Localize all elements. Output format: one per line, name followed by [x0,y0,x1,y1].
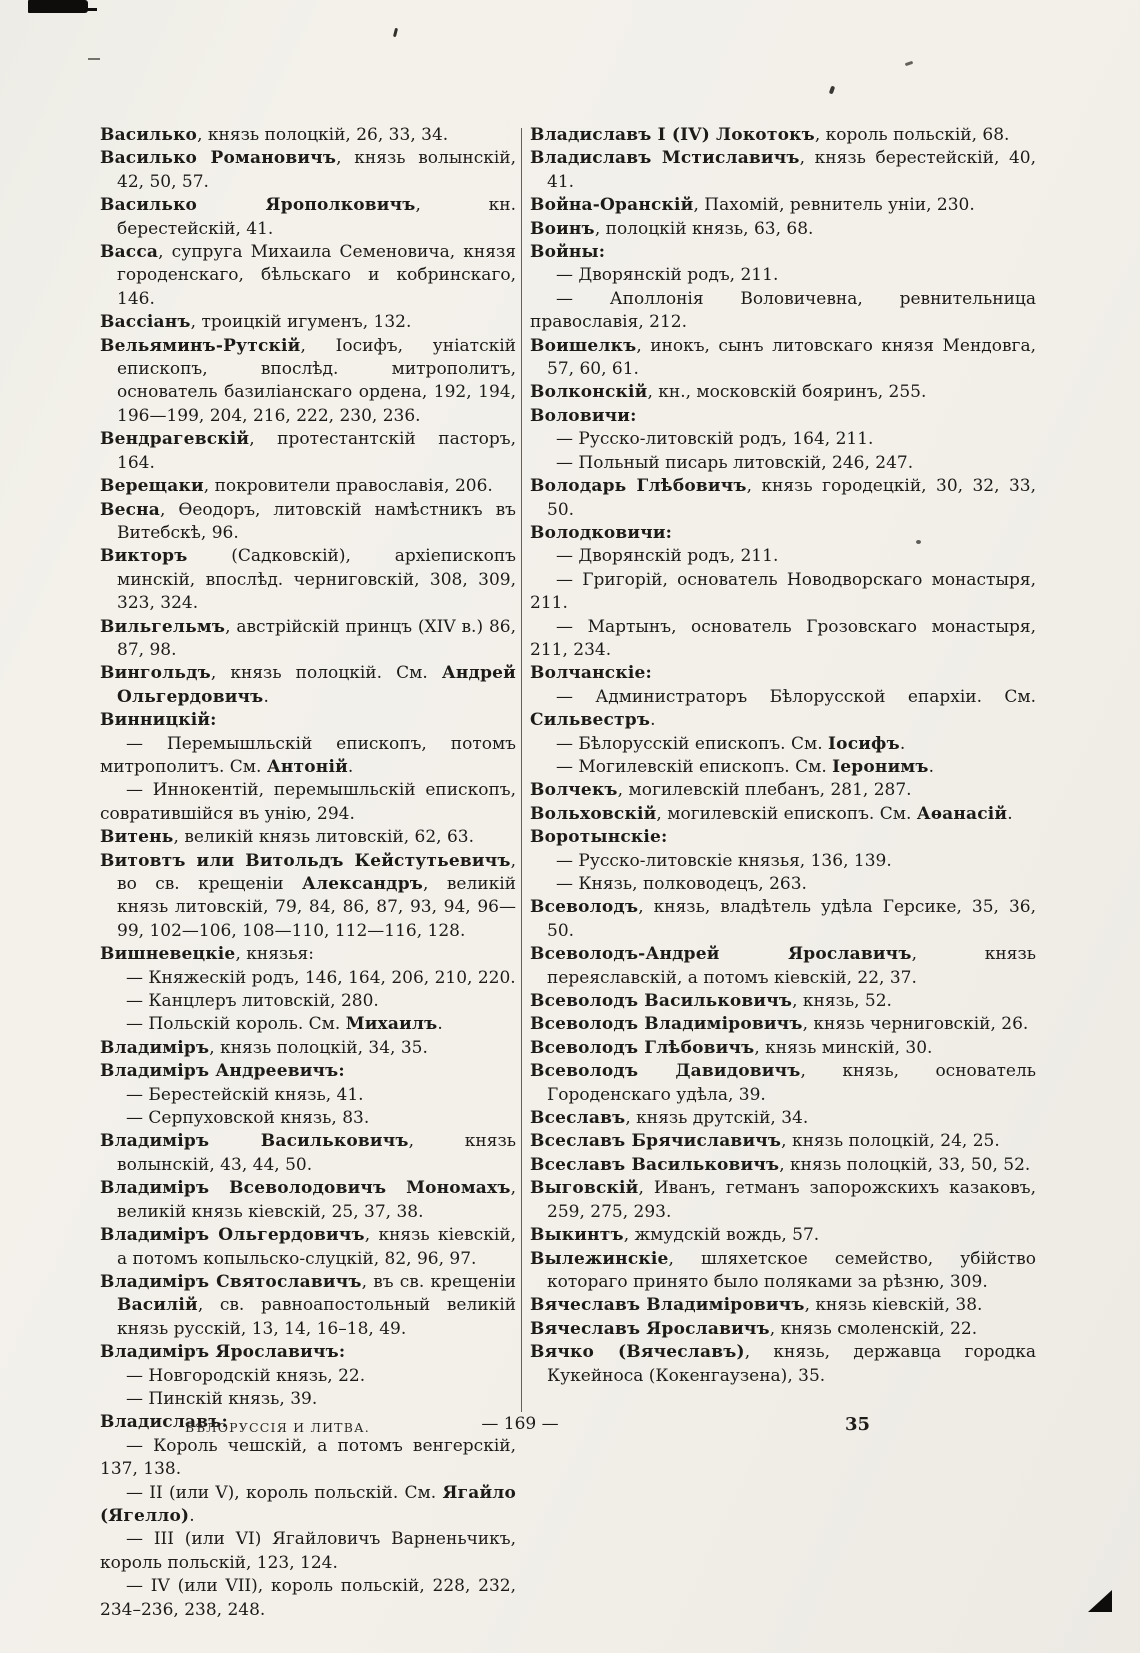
index-entry [100,1177,516,1224]
entry-text: . [899,733,906,754]
index-entry [530,1060,1036,1107]
entry-headword: Василій [117,1295,198,1316]
entry-headword: Володарь Глѣбовичъ [530,476,747,497]
index-subentry [530,616,1036,663]
entry-headword: Вассіанъ [100,312,191,333]
index-entry [530,1341,1036,1388]
index-entry [100,241,516,311]
index-subentry [530,264,1036,287]
entry-text: , протестантскій пасторъ, 164. [117,429,516,473]
entry-headword: Всеволодъ-Андрей Ярославичъ [530,944,912,965]
entry-headword: Весна [100,499,160,520]
index-subentry [100,990,516,1013]
index-entry [530,1224,1036,1247]
entry-text: — Пинскій князь, 39. [126,1388,318,1409]
index-subentry [530,873,1036,896]
entry-headword: Винницкій: [100,710,217,731]
entry-text: , кн. берестейскій, 41. [117,195,516,239]
scan-artifact-top-left-smudge [28,0,88,13]
entry-headword: Владиславъ: [100,1412,228,1433]
index-entry [530,218,1036,241]
entry-headword: Владиміръ Андреевичъ: [100,1061,345,1082]
index-entry [100,850,516,944]
index-entry [530,896,1036,943]
index-entry [530,943,1036,990]
entry-text: . [263,686,269,707]
entry-headword: Воишелкъ [530,335,637,356]
entry-headword: Всеславъ [530,1108,626,1129]
entry-text: , во св. крещеніи [117,850,516,894]
index-subentry [100,779,516,826]
entry-text: , князья: [235,944,314,965]
entry-text: , князь, основатель Городенскаго удѣла, 39. [547,1061,1036,1105]
entry-text: , князь переяславскій, а потомъ кіевскій, 22, 37. [547,944,1036,988]
index-entry [100,147,516,194]
entry-headword: Всеславъ Брячиславичъ [530,1131,782,1152]
index-entry [530,405,1036,428]
index-subentry [530,452,1036,475]
index-subentry [100,1013,516,1036]
entry-text: , Пахомій, ревнитель уніи, 230. [693,195,975,216]
entry-headword: Владиміръ Всеволодовичъ Мономахъ [100,1178,511,1199]
column-divider-rule [521,128,522,1412]
entry-text: . [347,756,354,777]
index-entry [530,241,1036,264]
entry-headword: Владиміръ [100,1037,210,1058]
index-entry [530,1177,1036,1224]
entry-text: — Польный писарь литовскій, 246, 247. [556,452,914,473]
entry-text: , князь черниговскій, 26. [802,1014,1029,1035]
index-entry [100,1341,516,1364]
entry-headword: Владиміръ Святославичъ [100,1271,362,1292]
index-column-right [530,124,1036,1388]
index-entry [100,499,516,546]
entry-headword: Васса [100,242,159,263]
entry-headword: Вингольдъ [100,663,211,684]
index-entry [100,943,516,966]
index-subentry [530,850,1036,873]
index-entry [100,616,516,663]
entry-text: , инокъ, сынъ литовскаго князя Мендовга, 57, 60, 61. [547,335,1036,380]
index-subentry [100,733,516,780]
entry-text: , король польскій, 68. [814,125,1010,145]
index-subentry [530,686,1036,733]
entry-text: — IV (или VII), король польскій, 228, 232, 234–236, 238, 248. [100,1576,516,1620]
index-entry [530,1248,1036,1295]
entry-headword: Воинъ [530,218,595,239]
index-subentry [100,1107,516,1130]
index-entry [100,826,516,849]
scan-artifact-corner-fold [1088,1590,1112,1612]
entry-text: — Могилевскій епископъ. См. [556,756,833,777]
index-entry [530,990,1036,1013]
entry-headword: Володковичи: [530,522,673,543]
entry-headword: Іосифъ [828,733,900,754]
entry-text: , троицкій игуменъ, 132. [190,312,412,333]
entry-text: — Перемышльскій епископъ, потомъ митрополитъ. См. [100,733,516,777]
entry-text: — Русско-литовскіе князья, 136, 139. [556,850,892,871]
entry-text: , князь, державца городка Кукейноса (Кокенгаузена), 35. [547,1342,1036,1386]
entry-headword: Всеславъ Васильковичъ [530,1154,780,1175]
index-subentry [100,1528,516,1575]
scan-artifact-speck-top [393,28,398,37]
entry-text: , князь полоцкій, 26, 33, 34. [197,125,449,145]
entry-headword: Василько Ярополковичъ [100,195,416,216]
entry-text: , князь кіевскій, 38. [804,1295,983,1316]
entry-text: , князь волынскій, 43, 44, 50. [117,1131,516,1175]
entry-text: , супруга Михаила Семеновича, князя городенскаго, бѣльскаго и кобринскаго, 146. [117,242,516,309]
index-entry [530,522,1036,545]
entry-headword: Ягайло (Ягелло) [100,1482,516,1526]
entry-headword: Аѳанасій [916,803,1008,824]
entry-headword: Вильгельмъ [100,616,226,637]
entry-text: , Іосифъ, уніатскій епископъ, впослѣд. митрополитъ, основатель базиліанскаго ордена, 192, 194, 196—199, 204, 216, 222, 230, 236. [117,335,516,426]
entry-headword: Верещаки [100,476,204,497]
entry-text: , князь полоцкій. См. [210,663,442,684]
index-entry [530,194,1036,217]
entry-headword: Владиміръ Васильковичъ [100,1131,409,1152]
entry-text: — II (или V), король польскій. См. [126,1482,443,1503]
entry-text: — Аполлонія Воловичевна, ревнительница православія, 212. [530,288,1036,333]
entry-headword: Андрей Ольгердовичъ [117,663,516,707]
entry-headword: Выкинтъ [530,1225,624,1246]
index-subentry [100,1482,516,1529]
entry-headword: Михаилъ [345,1014,438,1035]
index-entry [100,428,516,475]
entry-headword: Витовтъ или Витольдъ Кейстутьевичъ [100,850,511,871]
entry-headword: Владиміръ Ольгердовичъ [100,1225,365,1246]
entry-headword: Вячко (Вячеславъ) [530,1342,745,1363]
index-entry [530,826,1036,849]
entry-text: — Мартынъ, основатель Грозовскаго монастыря, 211, 234. [530,616,1036,660]
entry-text: , Ѳеодоръ, литовскій намѣстникъ въ Витебскѣ, 96. [117,499,516,543]
entry-text: , князь минскій, 30. [754,1037,933,1058]
entry-text: , великій князь кіевскій, 25, 37, 38. [117,1178,516,1222]
index-subentry [100,1435,516,1482]
entry-headword: Василько [100,125,198,145]
index-entry [530,1154,1036,1177]
entry-text: , князь кіевскій, а потомъ копыльско-слуцкій, 82, 96, 97. [117,1225,516,1269]
index-column-left [100,124,516,1622]
scan-artifact-tick [905,61,914,66]
scan-artifact-dash [88,58,100,60]
entry-headword: Всеволодъ Васильковичъ [530,991,793,1012]
signature-number: 35 [845,1414,871,1435]
entry-headword: Войны: [530,242,606,263]
index-entry [530,803,1036,826]
entry-text: . [650,710,656,731]
entry-headword: Владиславъ Мстиславичъ [530,148,800,169]
index-entry [100,335,516,429]
entry-text: — Дворянскій родъ, 211. [556,546,779,567]
entry-text: — Русско-литовскій родъ, 164, 211. [556,429,874,450]
entry-text: , жмудскій вождь, 57. [623,1225,820,1246]
entry-text: — Канцлеръ литовскій, 280. [126,991,379,1012]
entry-text: — Король чешскій, а потомъ венгерскій, 137, 138. [100,1435,516,1480]
index-entry [530,147,1036,194]
entry-headword: Всеволодъ [530,897,639,918]
entry-headword: Сильвестръ [530,710,651,731]
index-entry [100,1130,516,1177]
index-entry [530,1107,1036,1130]
index-entry [530,1130,1036,1153]
entry-text: , князь полоцкій, 33, 50, 52. [779,1154,1031,1175]
entry-headword: Іеронимъ [832,756,929,777]
entry-text: , могилевскій епископъ. См. [656,803,917,824]
index-subentry [530,569,1036,616]
entry-headword: Воловичи: [530,405,637,426]
index-entry [530,1037,1036,1060]
entry-headword: Всеволодъ Глѣбовичъ [530,1037,755,1058]
index-entry [100,194,516,241]
entry-headword: Василько Романовичъ [100,148,337,169]
entry-text: (Садковскій), архіепископъ минскій, впослѣд. черниговскій, 308, 309, 323, 324. [117,546,516,614]
index-entry [530,381,1036,404]
entry-text: — Иннокентій, перемышльскій епископъ, совратившійся въ унію, 294. [100,780,516,824]
index-subentry [530,428,1036,451]
entry-text: , князь друтскій, 34. [625,1108,809,1129]
entry-headword: Всеволодъ Давидовичъ [530,1061,801,1082]
index-subentry [100,1575,516,1622]
index-entry [530,1318,1036,1341]
entry-headword: Александръ [302,874,424,894]
entry-text: , св. равноапостольный великій князь русскій, 13, 14, 16–18, 49. [117,1295,516,1339]
entry-text: , князь волынскій, 42, 50, 57. [117,148,517,192]
entry-headword: Антоній [266,756,348,777]
index-entry [100,662,516,709]
entry-text: , полоцкій князь, 63, 68. [594,218,814,239]
entry-text: — Новгородскій князь, 22. [126,1365,366,1386]
entry-headword: Волчекъ [530,780,618,801]
entry-text: — Бѣлорусскій епископъ. См. [556,733,828,754]
entry-headword: Витень [100,827,174,848]
entry-text: . [1007,803,1013,824]
entry-text: . [189,1505,195,1526]
entry-text: , князь, 52. [792,991,892,1012]
entry-text: , Иванъ, гетманъ запорожскихъ казаковъ, 259, 275, 293. [547,1178,1036,1222]
entry-text: , великій князь литовскій, 79, 84, 86, 87, 93, 94, 96—99, 102—106, 108—110, 112—116, 128. [117,874,517,941]
entry-text: , покровители православія, 206. [203,476,493,497]
index-entry [100,1271,516,1341]
entry-headword: Вячеславъ Ярославичъ [530,1318,770,1339]
entry-text: , въ св. крещеніи [361,1271,517,1292]
entry-headword: Воротынскіе: [530,827,668,848]
entry-headword: Вячеславъ Владиміровичъ [530,1295,805,1316]
entry-text: — Княжескій родъ, 146, 164, 206, 210, 220. [126,967,516,988]
index-subentry [100,1084,516,1107]
index-entry [530,1013,1036,1036]
entry-text: — Григорій, основатель Новодворскаго монастыря, 211. [530,569,1036,614]
index-entry [100,124,516,147]
index-entry [530,475,1036,522]
entry-text: , князь смоленскій, 22. [769,1318,978,1339]
index-entry [100,545,516,615]
entry-headword: Вельяминъ-Рутскій [100,335,301,356]
index-entry [530,1294,1036,1317]
entry-text: , могилевскій плебанъ, 281, 287. [617,780,912,801]
entry-text: , кн., московскій бояринъ, 255. [647,382,927,403]
entry-text: . [437,1014,443,1035]
entry-headword: Владиміръ Ярославичъ: [100,1342,346,1363]
index-subentry [100,1388,516,1411]
entry-headword: Викторъ [100,546,188,567]
entry-text: — Администраторъ Бѣлорусской епархіи. См. [556,686,1036,707]
entry-headword: Вендрагевскій [100,429,250,450]
entry-text: , князь городецкій, 30, 32, 33, 50. [547,476,1036,520]
index-entry [100,1060,516,1083]
index-entry [530,124,1036,147]
entry-text: , князь полоцкій, 24, 25. [781,1131,1000,1152]
entry-text: , князь берестейскій, 40, 41. [547,148,1037,192]
entry-headword: Волчанскіе: [530,663,652,684]
entry-headword: Война-Оранскій [530,195,694,216]
entry-text: , князь полоцкій, 34, 35. [209,1037,428,1058]
index-entry [530,779,1036,802]
index-entry [100,1037,516,1060]
index-entry [100,311,516,334]
entry-text: — Польскій король. См. [126,1014,346,1035]
entry-headword: Владиславъ I (IV) Локотокъ [530,125,815,145]
scan-artifact-speck-right [829,86,835,95]
entry-headword: Вишневецкіе [100,944,236,965]
page-footer [0,1414,1140,1440]
entry-headword: Вылежинскіе [530,1248,669,1269]
page-number: — 169 — [481,1414,559,1434]
index-entry [100,1224,516,1271]
index-entry [530,335,1036,382]
index-subentry [530,545,1036,568]
index-entry [100,475,516,498]
entry-text: , великій князь литовскій, 62, 63. [173,827,475,848]
entry-text: . [928,756,934,777]
entry-text: — Дворянскій родъ, 211. [556,265,779,286]
index-entry [100,709,516,732]
entry-headword: Волконскій [530,382,648,403]
entry-text: , князь, владѣтель удѣла Герсике, 35, 36, 50. [547,897,1036,941]
index-subentry [100,967,516,990]
entry-text: — Берестейскій князь, 41. [126,1084,364,1105]
running-title: БѢЛОРУССІЯ И ЛИТВА. [185,1420,370,1435]
entry-headword: Вольховскій [530,803,657,824]
entry-text: — Серпуховской князь, 83. [126,1108,370,1129]
entry-text: , шляхетское семейство, убійство котораго принято было поляками за рѣзню, 309. [547,1248,1036,1292]
index-subentry [100,1365,516,1388]
index-subentry [530,288,1036,335]
entry-headword: Выговскій [530,1178,639,1199]
entry-text: — III (или VI) Ягайловичъ Варненьчикъ, король польскій, 123, 124. [100,1529,516,1573]
entry-headword: Всеволодъ Владиміровичъ [530,1014,803,1035]
index-subentry [530,733,1036,756]
index-subentry [530,756,1036,779]
index-entry [530,662,1036,685]
entry-text: , австрійскій принцъ (XIV в.) 86, 87, 98. [117,616,516,660]
entry-text: — Князь, полководецъ, 263. [556,874,807,894]
